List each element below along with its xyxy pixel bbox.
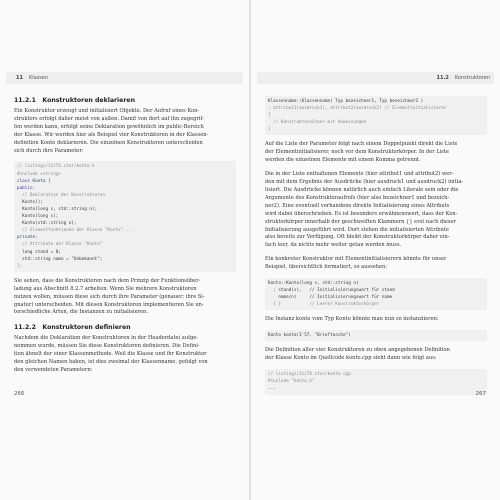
paragraph <box>265 171 487 250</box>
paragraph <box>265 141 487 165</box>
code-line: : stand(s), // Initialisierungswert für stand <box>268 288 395 294</box>
section-title: Konstruktoren <box>454 75 490 81</box>
running-header-right <box>257 72 494 84</box>
code-line: { } // Leerer Konstruktorkörper <box>268 302 380 308</box>
left-page <box>0 0 249 500</box>
code-line: } <box>268 127 271 133</box>
text-line: Ein Konstruktor erzeugt und initialisiert Objekte. Der Aufruf eines Kon- <box>14 108 200 114</box>
code-line: #include "konto.h" <box>268 379 315 385</box>
text-line: den gleichen Namen haben, ist dies zweimal der Klassenname, gefolgt von <box>14 359 208 366</box>
text-line: werden die einzelnen Elemente mit einem Komma getrennt. <box>265 157 421 164</box>
code-line: ... <box>268 386 276 392</box>
code-line: name(n) // Initialisierungswert für name <box>268 295 393 301</box>
code-line: Konto::Konto(long s, std::string n) <box>268 281 359 287</box>
text-line: Die in der Liste enthaltenen Elemente (hier attribut1 und attribut2) wer- <box>265 171 454 178</box>
code-listing <box>265 369 487 394</box>
code-line: std::string name = "Unbekannt"; <box>17 256 103 262</box>
code-line: { <box>268 113 271 119</box>
text-line: also bereits zur Verfügung. Oft bleibt der Konstruktorkörper daher ein- <box>265 234 450 241</box>
right-page-content <box>265 96 487 401</box>
code-line: public: <box>17 185 36 191</box>
code-line: : attribut1(ausdruck1), attribut2(ausdruck2) // Elementinitialisierer <box>268 106 447 112</box>
chapter-title: Klassen <box>28 75 49 81</box>
code-line: Konto(std::string n); <box>17 221 77 227</box>
text-line: ner2). Eine eventuell vorhandene direkte Initialisierung eines Attributs <box>265 202 450 209</box>
text-line: der Elementinitialisierer, noch vor dem Konstruktorkörper. In der Liste <box>265 149 449 156</box>
page-number: 267 <box>475 391 486 397</box>
chapter-number: 11 <box>16 75 23 81</box>
text-line: ladung aus Abschnitt 8.2.7 arbeiten. Wenn Sie mehrere Konstruktoren <box>14 285 197 292</box>
code-listing <box>14 161 236 271</box>
text-line: fach leer, da nichts mehr weiter getan werden muss. <box>265 242 402 249</box>
code-line: // listings/11/TX.ctor/konto.h <box>17 164 95 170</box>
section-heading: 11.2.2 Konstruktoren definieren <box>14 324 131 332</box>
code-line: Klassenname::Klassenname( Typ bezeichner1, Typ bezeichner2 ) <box>268 99 424 104</box>
paragraph <box>265 256 487 272</box>
code-line: Konto konto(1'57, "Brieftasche") <box>268 333 351 339</box>
text-line: Nachdem die Deklaration der Konstruktoren in der Headerdatei aufge- <box>14 335 198 342</box>
text-line: terschiedliche Arten, die Instanzen zu initialisieren. <box>14 309 148 316</box>
text-line: definition Konto deklarieren. Die einzelnen Konstruktoren unterscheiden <box>14 139 203 146</box>
code-listing <box>265 278 487 310</box>
text-line: struktorkörper innerhalb der geschweiften Klammern {} erst nach dieser <box>265 218 456 225</box>
text-line: lisiert. Die Ausdrücke können natürlich auch einfach Literale sein oder die <box>265 187 459 193</box>
text-line: gnatur) unterscheiden. Mit diesen Konstruktoren implementieren Sie un- <box>14 301 204 308</box>
text-line: der Klasse. Wir werden hier als Beispiel vier Konstruktoren in der Klassen- <box>14 131 209 138</box>
code-line: #include <string> <box>17 171 61 177</box>
text-line: nommen wurde, müssen Sie diese Konstruktoren definieren. Die Defini- <box>14 343 200 350</box>
text-line: der Klasse Konto im Quellcode konto.cpp sieht dann wie folgt aus: <box>265 355 437 362</box>
code-line: }; <box>17 263 23 269</box>
text-line: Argumente des Konstruktoraufrufs (hier also bezeichner1 und bezeich- <box>265 194 450 201</box>
text-line: sich durch ihre Parameter: <box>14 147 84 154</box>
paragraph <box>265 316 487 324</box>
code-line: // Elementfunktionen der Klasse "Konto" ... <box>17 228 134 234</box>
text-line: nutzen wollen, müssen diese sich durch ihre Parameter (genauer: ihre Si- <box>14 293 205 300</box>
text-line: Auf die Liste der Parameter folgt nach einem Doppelpunkt direkt die Liste <box>265 141 458 148</box>
code-listing <box>265 96 487 135</box>
code-line: private: <box>17 235 38 241</box>
paragraph <box>14 278 236 318</box>
code-line: Konto(long s); <box>17 214 59 220</box>
text-line: Die Definition aller vier Konstruktoren zu oben angegebenen Definition <box>265 347 450 354</box>
text-line: fen werden kann, erfolgt seine Deklaration gewöhnlich im public-Bereich <box>14 123 204 130</box>
code-line: long stand = 0; <box>17 249 61 255</box>
code-line: class Konto { <box>17 178 51 184</box>
paragraph <box>14 335 236 375</box>
text-line: Sie sehen, dass die Konstruktoren nach dem Prinzip der Funktionsüber- <box>14 277 201 284</box>
section-number: 11.2 <box>436 75 449 81</box>
running-header-left <box>6 72 243 84</box>
text-line: den verwendeten Parametern: <box>14 367 93 373</box>
text-line: wird dabei überschrieben. Es ist besonders erwähnenswert, dass der Kon- <box>265 210 458 217</box>
text-line: Ein konkreter Konstruktor mit Elementinitialisierern könnte für unser <box>265 256 447 263</box>
section-heading: 11.2.1 Konstruktoren deklarieren <box>14 97 136 104</box>
code-line: // Deklaration der Konstruktoren <box>17 192 105 198</box>
text-line: tion ähnelt der einer Klassenmethode. Weil die Klasse und ihr Konstruktor <box>14 351 207 358</box>
right-page <box>251 0 500 500</box>
text-line: den mit dem Ergebnis der Ausdrücke (hier ausdruck1 und ausdruck2) initia- <box>265 179 464 186</box>
code-line: Konto(long s, std::string n); <box>17 207 98 212</box>
text-line: Initialisierung ausgeführt wird. Dort stehen die initialisierten Attribute <box>265 226 449 233</box>
code-listing <box>265 330 487 341</box>
code-line: // Attribute der Klasse "Konto" <box>17 242 103 248</box>
left-page-content <box>14 96 236 381</box>
code-line: // listings/11/TX.ctor/konto.cpp <box>268 372 351 378</box>
text-line: struktors erfolgt daher meist von außen. Damit von dort auf ihn zugegrif- <box>14 115 204 122</box>
text-line: Beispiel, übersichtlich formatiert, so aussehen: <box>265 264 388 271</box>
paragraph <box>265 347 487 363</box>
code-line: // Konstruktorkörper mit Anweisungen <box>268 120 367 126</box>
code-line: Konto(); <box>17 199 43 205</box>
text-line: Die Instanz konto vom Typ Konto könnte man nun so instanziieren: <box>265 316 439 323</box>
page-number: 266 <box>14 391 25 397</box>
paragraph <box>14 108 236 155</box>
